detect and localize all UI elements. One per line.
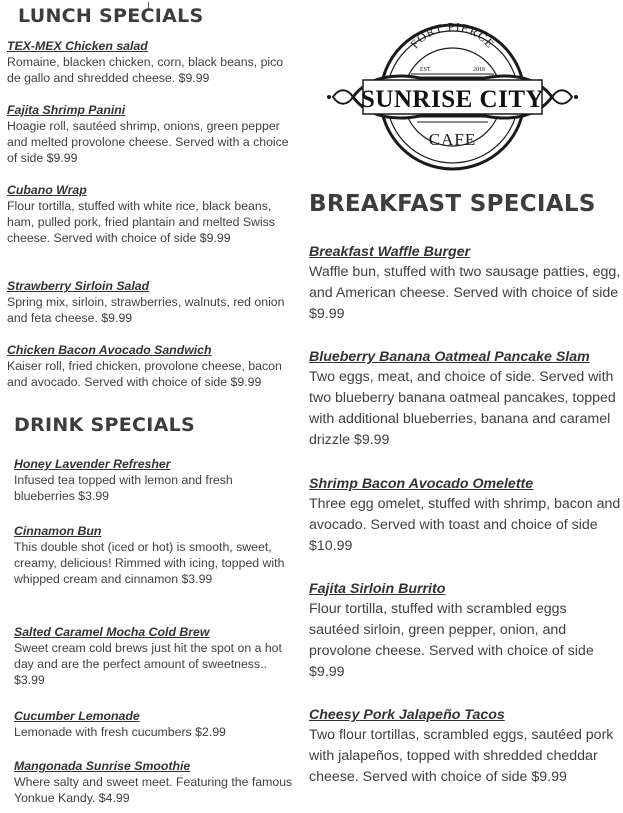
item-name: Fajita Sirloin Burrito — [309, 581, 446, 597]
item-name: Mangonada Sunrise Smoothie — [14, 759, 191, 773]
drink-item — [14, 524, 294, 587]
drink-specials-heading: DRINK SPECIALS — [14, 414, 196, 436]
item-name: TEX-MEX Chicken salad — [7, 39, 148, 53]
item-description: Hoagie roll, sautéed shrimp, onions, green pepper and melted provolone cheese. Served with a choice of side $9.99 — [7, 119, 289, 165]
item-description: Two eggs, meat, and choice of side. Served with two blueberry banana oatmeal pancakes, topped with additional blueberries, banana and caramel drizzle $9.99 — [309, 369, 616, 448]
item-description: Kaiser roll, fried chicken, provolone cheese, bacon and avocado. Served with choice of side $9.99 — [7, 359, 282, 389]
lunch-item — [7, 39, 297, 86]
item-name: Shrimp Bacon Avocado Omelette — [309, 476, 534, 492]
breakfast-item — [309, 706, 621, 788]
item-name: Cheesy Pork Jalapeño Tacos — [309, 707, 505, 723]
item-name: Blueberry Banana Oatmeal Pancake Slam — [309, 349, 590, 365]
item-description: Flour tortilla, stuffed with white rice, black beans, ham, pulled pork, fried plantain and melted Swiss cheese. Served with choice of side $9.99 — [7, 199, 275, 245]
lunch-item — [7, 279, 297, 326]
lunch-item — [7, 183, 297, 246]
item-description: Romaine, blacken chicken, corn, black beans, pico de gallo and shredded cheese. $9.99 — [7, 55, 284, 85]
lunch-item — [7, 103, 297, 166]
drink-item — [14, 457, 294, 504]
logo-sub: CAFE — [428, 130, 477, 149]
item-description: Lemonade with fresh cucumbers $2.99 — [14, 725, 226, 739]
drink-item — [14, 625, 294, 688]
item-name: Chicken Bacon Avocado Sandwich — [7, 343, 212, 357]
sunrise-city-cafe-logo — [325, 12, 580, 182]
item-name: Honey Lavender Refresher — [14, 457, 171, 471]
item-name: Breakfast Waffle Burger — [309, 244, 471, 260]
item-description: Flour tortilla, stuffed with scrambled eggs sautéed sirloin, green pepper, onion, and provolone cheese. Served with choice of side $9.99 — [309, 601, 594, 680]
item-name: Cucumber Lemonade — [14, 709, 140, 723]
breakfast-item — [309, 348, 621, 451]
lunch-item — [7, 343, 297, 390]
item-description: Infused tea topped with lemon and fresh blueberries $3.99 — [14, 473, 233, 503]
breakfast-item — [309, 475, 621, 557]
drink-item — [14, 709, 294, 740]
item-name: Fajita Shrimp Panini — [7, 103, 126, 117]
logo-est: EST. — [420, 67, 432, 73]
item-description: Two flour tortillas, scrambled eggs, sautéed pork with jalapeños, topped with shredded cheddar cheese. Served with choice of side $9.99 — [309, 727, 614, 785]
item-name: Strawberry Sirloin Salad — [7, 279, 150, 293]
breakfast-item — [309, 580, 621, 683]
item-name: Cinnamon Bun — [14, 524, 102, 538]
item-description: Waffle bun, stuffed with two sausage patties, egg, and American cheese. Served with choice of side $9.99 — [309, 264, 621, 322]
breakfast-item — [309, 243, 621, 325]
logo-top-text: FORT PIERCE — [407, 19, 498, 52]
breakfast-specials-heading: BREAKFAST SPECIALS — [309, 191, 596, 217]
item-name: Cubano Wrap — [7, 183, 87, 197]
drink-item — [14, 759, 294, 806]
item-description: Three egg omelet, stuffed with shrimp, bacon and avocado. Served with toast and choice of side $10.99 — [309, 496, 621, 554]
lunch-specials-heading: LUNCH SPECIALS — [18, 5, 204, 27]
logo-name: SUNRISE CITY — [360, 86, 545, 113]
item-description: Spring mix, sirloin, strawberries, walnuts, red onion and feta cheese. $9.99 — [7, 295, 285, 325]
item-description: Where salty and sweet meet. Featuring the famous Yonkue Kandy. $4.99 — [14, 775, 293, 805]
item-description: This double shot (iced or hot) is smooth, sweet, creamy, delicious! Rimmed with icing, topped with whipped cream and cinnamon $3.99 — [14, 540, 285, 586]
svg-text:FORT PIERCE — [407, 20, 497, 51]
logo-year: 2018 — [473, 67, 485, 73]
item-description: Sweet cream cold brews just hit the spot on a hot day and are the perfect amount of sweetness.. $3.99 — [14, 641, 282, 687]
item-name: Salted Caramel Mocha Cold Brew — [14, 625, 210, 639]
